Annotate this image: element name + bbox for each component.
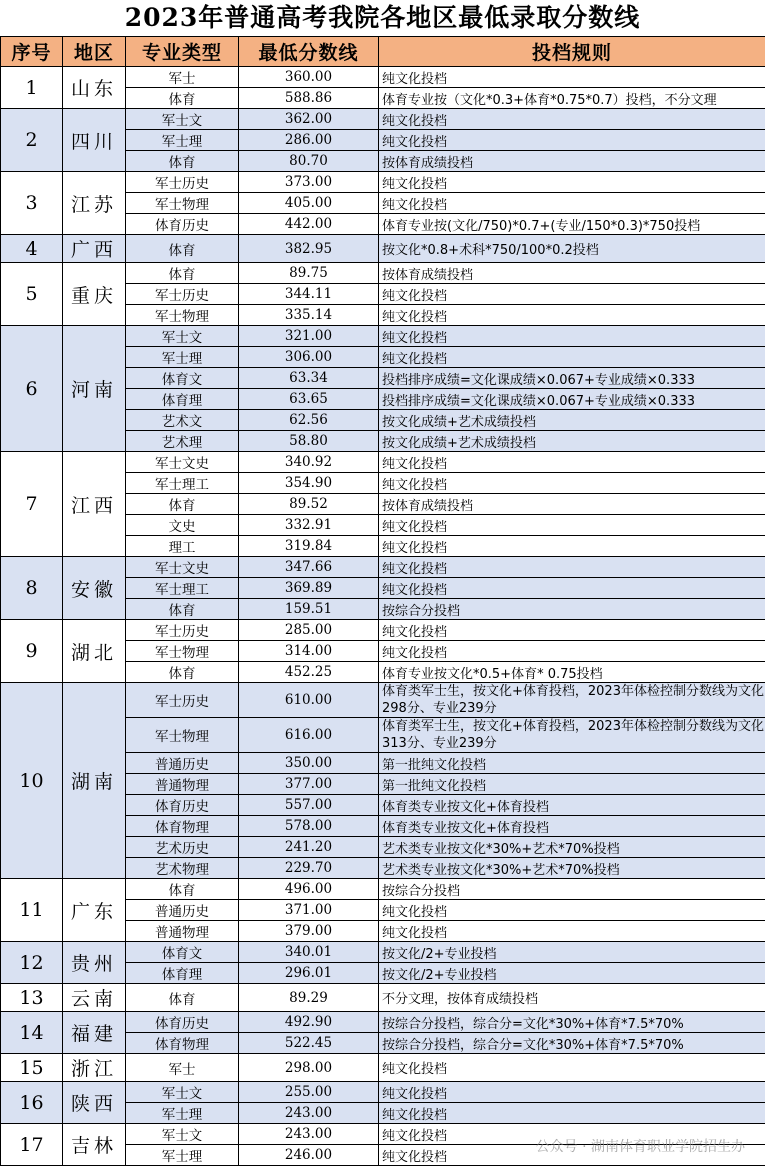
row-index: 14 [1, 1012, 63, 1054]
rule-cell: 纯文化投档 [379, 515, 765, 536]
rule-cell: 体育专业按（文化*0.3+体育*0.75*0.7）投档，不分文理 [379, 88, 765, 109]
min-score-cell: 306.00 [239, 347, 379, 368]
major-type-cell: 体育 [126, 494, 239, 515]
min-score-cell: 159.51 [239, 599, 379, 620]
min-score-cell: 522.45 [239, 1033, 379, 1054]
rule-cell: 第一批纯文化投档 [379, 774, 765, 795]
table-row [1, 67, 765, 88]
table-row [1, 172, 765, 193]
region-cell: 云南 [63, 984, 126, 1012]
min-score-cell: 452.25 [239, 662, 379, 683]
major-type-cell: 体育 [126, 151, 239, 172]
major-type-cell: 艺术文 [126, 410, 239, 431]
major-type-cell: 军士物理 [126, 641, 239, 662]
min-score-cell: 492.90 [239, 1012, 379, 1033]
row-index: 10 [1, 683, 63, 879]
region-cell: 四川 [63, 109, 126, 172]
min-score-cell: 89.52 [239, 494, 379, 515]
rule-cell: 纯文化投档 [379, 641, 765, 662]
score-table [0, 36, 765, 1166]
major-type-cell: 文史 [126, 515, 239, 536]
major-type-cell: 体育 [126, 263, 239, 284]
row-index: 4 [1, 235, 63, 263]
min-score-cell: 354.90 [239, 473, 379, 494]
rule-cell: 体育类专业按文化+体育投档 [379, 816, 765, 837]
table-row [1, 557, 765, 578]
region-cell: 广东 [63, 879, 126, 942]
rule-cell: 纯文化投档 [379, 921, 765, 942]
major-type-cell: 军士文史 [126, 557, 239, 578]
min-score-cell: 89.29 [239, 984, 379, 1012]
major-type-cell: 军士历史 [126, 683, 239, 718]
rule-cell: 按综合分投档，综合分=文化*30%+体育*7.5*70% [379, 1033, 765, 1054]
min-score-cell: 557.00 [239, 795, 379, 816]
major-type-cell: 军士物理 [126, 718, 239, 753]
table-row [1, 683, 765, 718]
min-score-cell: 296.01 [239, 963, 379, 984]
rule-cell: 纯文化投档 [379, 557, 765, 578]
page-title: 2023年普通高考我院各地区最低录取分数线 [124, 3, 641, 32]
rule-cell: 纯文化投档 [379, 1103, 765, 1124]
min-score-cell: 246.00 [239, 1145, 379, 1166]
row-index: 3 [1, 172, 63, 235]
min-score-cell: 382.95 [239, 235, 379, 263]
major-type-cell: 普通历史 [126, 900, 239, 921]
major-type-cell: 军士文 [126, 1082, 239, 1103]
header-major-type: 专业类型 [126, 37, 239, 67]
min-score-cell: 616.00 [239, 718, 379, 753]
min-score-cell: 360.00 [239, 67, 379, 88]
rule-cell: 纯文化投档 [379, 109, 765, 130]
min-score-cell: 285.00 [239, 620, 379, 641]
major-type-cell: 体育文 [126, 368, 239, 389]
header-rule: 投档规则 [379, 37, 765, 67]
min-score-cell: 371.00 [239, 900, 379, 921]
min-score-cell: 350.00 [239, 753, 379, 774]
major-type-cell: 体育物理 [126, 816, 239, 837]
major-type-cell: 军士物理 [126, 305, 239, 326]
major-type-cell: 军士理 [126, 1103, 239, 1124]
rule-cell: 按综合分投档 [379, 879, 765, 900]
rule-cell: 纯文化投档 [379, 1124, 765, 1145]
rule-cell: 按体育成绩投档 [379, 263, 765, 284]
major-type-cell: 军士文 [126, 109, 239, 130]
major-type-cell: 艺术物理 [126, 858, 239, 879]
rule-cell: 按综合分投档，综合分=文化*30%+体育*7.5*70% [379, 1012, 765, 1033]
major-type-cell: 军士理 [126, 347, 239, 368]
rule-cell: 纯文化投档 [379, 284, 765, 305]
region-cell: 福建 [63, 1012, 126, 1054]
table-row [1, 1124, 765, 1145]
min-score-cell: 255.00 [239, 1082, 379, 1103]
table-row [1, 263, 765, 284]
major-type-cell: 军士 [126, 67, 239, 88]
table-row [1, 984, 765, 1012]
major-type-cell: 体育 [126, 88, 239, 109]
min-score-cell: 379.00 [239, 921, 379, 942]
min-score-cell: 62.56 [239, 410, 379, 431]
min-score-cell: 344.11 [239, 284, 379, 305]
rule-cell: 投档排序成绩=文化课成绩×0.067+专业成绩×0.333 [379, 368, 765, 389]
rule-cell: 按文化*0.8+术科*750/100*0.2投档 [379, 235, 765, 263]
min-score-cell: 335.14 [239, 305, 379, 326]
min-score-cell: 243.00 [239, 1124, 379, 1145]
rule-cell: 按体育成绩投档 [379, 151, 765, 172]
rule-cell: 投档排序成绩=文化课成绩×0.067+专业成绩×0.333 [379, 389, 765, 410]
rule-cell: 纯文化投档 [379, 1145, 765, 1166]
rule-cell: 纯文化投档 [379, 305, 765, 326]
major-type-cell: 理工 [126, 536, 239, 557]
row-index: 17 [1, 1124, 63, 1166]
rule-cell: 不分文理，按体育成绩投档 [379, 984, 765, 1012]
region-cell: 重庆 [63, 263, 126, 326]
major-type-cell: 军士理 [126, 1145, 239, 1166]
min-score-cell: 332.91 [239, 515, 379, 536]
rule-cell: 纯文化投档 [379, 452, 765, 473]
major-type-cell: 体育历史 [126, 1012, 239, 1033]
region-cell: 山东 [63, 67, 126, 109]
major-type-cell: 体育 [126, 235, 239, 263]
major-type-cell: 军士文史 [126, 452, 239, 473]
major-type-cell: 艺术理 [126, 431, 239, 452]
min-score-cell: 405.00 [239, 193, 379, 214]
rule-cell: 纯文化投档 [379, 536, 765, 557]
min-score-cell: 347.66 [239, 557, 379, 578]
rule-cell: 纯文化投档 [379, 1082, 765, 1103]
min-score-cell: 63.34 [239, 368, 379, 389]
rule-cell: 第一批纯文化投档 [379, 753, 765, 774]
region-cell: 江苏 [63, 172, 126, 235]
region-cell: 广西 [63, 235, 126, 263]
row-index: 13 [1, 984, 63, 1012]
row-index: 2 [1, 109, 63, 172]
major-type-cell: 体育 [126, 984, 239, 1012]
table-row [1, 452, 765, 473]
major-type-cell: 军士历史 [126, 172, 239, 193]
rule-cell: 纯文化投档 [379, 578, 765, 599]
major-type-cell: 军士文 [126, 326, 239, 347]
rule-cell: 纯文化投档 [379, 67, 765, 88]
major-type-cell: 军士历史 [126, 284, 239, 305]
region-cell: 江西 [63, 452, 126, 557]
rule-cell: 纯文化投档 [379, 172, 765, 193]
min-score-cell: 496.00 [239, 879, 379, 900]
major-type-cell: 军士 [126, 1054, 239, 1082]
major-type-cell: 体育历史 [126, 214, 239, 235]
watermark: 公众号 · 湖南体育职业学院招生办 [535, 1139, 745, 1155]
major-type-cell: 普通物理 [126, 774, 239, 795]
min-score-cell: 373.00 [239, 172, 379, 193]
rule-cell: 按文化成绩+艺术成绩投档 [379, 431, 765, 452]
major-type-cell: 体育理 [126, 963, 239, 984]
rule-cell: 纯文化投档 [379, 1054, 765, 1082]
table-row [1, 942, 765, 963]
region-cell: 吉林 [63, 1124, 126, 1166]
rule-cell: 纯文化投档 [379, 620, 765, 641]
min-score-cell: 340.92 [239, 452, 379, 473]
row-index: 15 [1, 1054, 63, 1082]
rule-cell: 按体育成绩投档 [379, 494, 765, 515]
major-type-cell: 体育 [126, 662, 239, 683]
region-cell: 浙江 [63, 1054, 126, 1082]
major-type-cell: 体育 [126, 599, 239, 620]
major-type-cell: 军士理工 [126, 473, 239, 494]
min-score-cell: 58.80 [239, 431, 379, 452]
row-index: 1 [1, 67, 63, 109]
row-index: 9 [1, 620, 63, 683]
row-index: 5 [1, 263, 63, 326]
min-score-cell: 314.00 [239, 641, 379, 662]
min-score-cell: 243.00 [239, 1103, 379, 1124]
rule-cell: 纯文化投档 [379, 193, 765, 214]
major-type-cell: 普通历史 [126, 753, 239, 774]
rule-cell: 艺术类专业按文化*30%+艺术*70%投档 [379, 837, 765, 858]
region-cell: 贵州 [63, 942, 126, 984]
rule-cell: 按文化成绩+艺术成绩投档 [379, 410, 765, 431]
region-cell: 河南 [63, 326, 126, 452]
min-score-cell: 442.00 [239, 214, 379, 235]
min-score-cell: 610.00 [239, 683, 379, 718]
region-cell: 湖南 [63, 683, 126, 879]
min-score-cell: 89.75 [239, 263, 379, 284]
min-score-cell: 377.00 [239, 774, 379, 795]
min-score-cell: 298.00 [239, 1054, 379, 1082]
row-index: 7 [1, 452, 63, 557]
rule-cell: 艺术类专业按文化*30%+艺术*70%投档 [379, 858, 765, 879]
region-cell: 安徽 [63, 557, 126, 620]
row-index: 12 [1, 942, 63, 984]
min-score-cell: 578.00 [239, 816, 379, 837]
min-score-cell: 319.84 [239, 536, 379, 557]
rule-cell: 纯文化投档 [379, 326, 765, 347]
table-row [1, 235, 765, 263]
min-score-cell: 369.89 [239, 578, 379, 599]
rule-cell: 纯文化投档 [379, 130, 765, 151]
major-type-cell: 体育物理 [126, 1033, 239, 1054]
rule-cell: 按文化/2+专业投档 [379, 963, 765, 984]
min-score-cell: 229.70 [239, 858, 379, 879]
table-row [1, 1012, 765, 1033]
min-score-cell: 63.65 [239, 389, 379, 410]
region-cell: 湖北 [63, 620, 126, 683]
region-cell: 陕西 [63, 1082, 126, 1124]
min-score-cell: 286.00 [239, 130, 379, 151]
min-score-cell: 241.20 [239, 837, 379, 858]
table-row [1, 109, 765, 130]
major-type-cell: 军士理工 [126, 578, 239, 599]
rule-cell: 纯文化投档 [379, 347, 765, 368]
header-row [1, 37, 765, 67]
rule-cell: 纯文化投档 [379, 473, 765, 494]
rule-cell: 体育专业按(文化/750)*0.7+(专业/150*0.3)*750投档 [379, 214, 765, 235]
rule-cell: 按综合分投档 [379, 599, 765, 620]
min-score-cell: 80.70 [239, 151, 379, 172]
table-row [1, 326, 765, 347]
major-type-cell: 军士理 [126, 130, 239, 151]
table-row [1, 620, 765, 641]
major-type-cell: 艺术历史 [126, 837, 239, 858]
major-type-cell: 军士历史 [126, 620, 239, 641]
rule-cell: 体育类专业按文化+体育投档 [379, 795, 765, 816]
major-type-cell: 军士文 [126, 1124, 239, 1145]
rule-cell: 体育类军士生，按文化+体育投档，2023年体检控制分数线为文化313分、专业239分 [379, 718, 765, 753]
table-row [1, 1054, 765, 1082]
row-index: 6 [1, 326, 63, 452]
row-index: 11 [1, 879, 63, 942]
rule-cell: 体育类军士生，按文化+体育投档，2023年体检控制分数线为文化298分、专业239分 [379, 683, 765, 718]
table-body [1, 67, 765, 1166]
table-row [1, 1082, 765, 1103]
major-type-cell: 体育 [126, 879, 239, 900]
major-type-cell: 体育理 [126, 389, 239, 410]
header-index: 序号 [1, 37, 63, 67]
header-region: 地区 [63, 37, 126, 67]
major-type-cell: 普通物理 [126, 921, 239, 942]
rule-cell: 纯文化投档 [379, 900, 765, 921]
major-type-cell: 体育历史 [126, 795, 239, 816]
min-score-cell: 321.00 [239, 326, 379, 347]
row-index: 8 [1, 557, 63, 620]
table-row [1, 879, 765, 900]
major-type-cell: 体育文 [126, 942, 239, 963]
row-index: 16 [1, 1082, 63, 1124]
header-min-score: 最低分数线 [239, 37, 379, 67]
major-type-cell: 军士物理 [126, 193, 239, 214]
min-score-cell: 588.86 [239, 88, 379, 109]
min-score-cell: 340.01 [239, 942, 379, 963]
rule-cell: 体育专业按文化*0.5+体育* 0.75投档 [379, 662, 765, 683]
rule-cell: 按文化/2+专业投档 [379, 942, 765, 963]
min-score-cell: 362.00 [239, 109, 379, 130]
